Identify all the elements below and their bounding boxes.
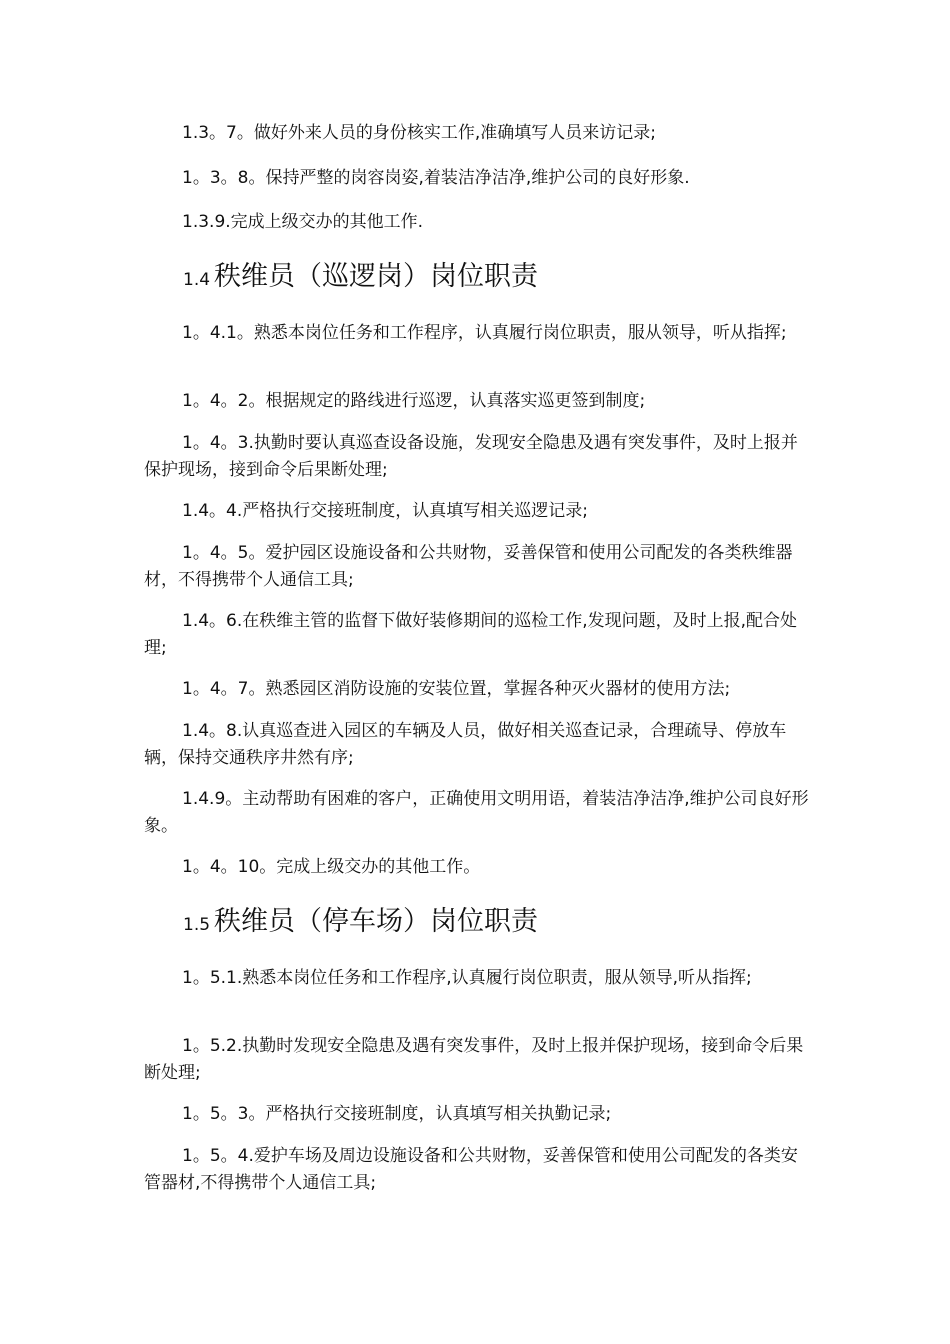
paragraph-1-4-7 xyxy=(144,676,812,703)
paragraph-1-4-4 xyxy=(144,498,812,525)
paragraph-1-5-3 xyxy=(144,1101,812,1128)
section-heading-1-5 xyxy=(183,904,538,943)
paragraph-text: 1.4。8.认真巡查进入园区的车辆及人员，做好相关巡查记录，合理疏导、停放车辆，保持交通秩序井然有序; xyxy=(144,721,787,768)
paragraph-text: 1.4。4.严格执行交接班制度，认真填写相关巡逻记录; xyxy=(182,501,588,521)
paragraph-text: 1.4.9。主动帮助有困难的客户，正确使用文明用语，着装洁净洁净,维护公司良好形象。 xyxy=(144,789,809,836)
paragraph-1-5-2 xyxy=(144,1033,812,1087)
paragraph-text: 1。4。2。根据规定的路线进行巡逻，认真落实巡更签到制度; xyxy=(182,391,646,411)
paragraph-1-5-1 xyxy=(144,965,812,992)
section-number: 1.5 xyxy=(183,915,211,935)
paragraph-text: 1。3。8。保持严整的岗容岗姿,着装洁净洁净,维护公司的良好形象. xyxy=(182,168,690,188)
paragraph-1-4-9 xyxy=(144,786,812,840)
paragraph-text: 1。4.1。熟悉本岗位任务和工作程序，认真履行岗位职责，服从领导，听从指挥; xyxy=(182,323,787,343)
paragraph-text: 1.4。6.在秩维主管的监督下做好装修期间的巡检工作,发现问题，及时上报,配合处理; xyxy=(144,611,798,658)
paragraph-1-3-8 xyxy=(144,165,812,192)
paragraph-text: 1。4。7。熟悉园区消防设施的安装位置，掌握各种灭火器材的使用方法; xyxy=(182,679,731,699)
paragraph-1-4-6 xyxy=(144,608,812,662)
paragraph-text: 1。5。4.爱护车场及周边设施设备和公共财物，妥善保管和使用公司配发的各类安管器材,不得携带个人通信工具; xyxy=(144,1146,798,1193)
paragraph-1-3-9 xyxy=(144,209,812,236)
paragraph-1-4-2 xyxy=(144,388,812,415)
paragraph-1-5-4 xyxy=(144,1143,812,1197)
paragraph-1-4-10 xyxy=(144,854,812,881)
paragraph-text: 1。4。10。完成上级交办的其他工作。 xyxy=(182,857,481,877)
paragraph-1-3-7 xyxy=(144,120,812,147)
paragraph-text: 1。4。5。爱护园区设施设备和公共财物，妥善保管和使用公司配发的各类秩维器材，不得携带个人通信工具; xyxy=(144,543,793,590)
paragraph-text: 1。4。3.执勤时要认真巡查设备设施，发现安全隐患及遇有突发事件，及时上报并保护现场，接到命令后果断处理; xyxy=(144,433,798,480)
paragraph-1-4-5 xyxy=(144,540,812,594)
paragraph-text: 1.3。7。做好外来人员的身份核实工作,准确填写人员来访记录; xyxy=(182,123,656,143)
paragraph-text: 1。5。3。严格执行交接班制度，认真填写相关执勤记录; xyxy=(182,1104,612,1124)
section-heading-1-4 xyxy=(183,259,538,298)
section-title: 秩维员（停车场）岗位职责 xyxy=(214,906,539,937)
section-title: 秩维员（巡逻岗）岗位职责 xyxy=(214,261,539,292)
paragraph-1-4-1 xyxy=(144,320,812,347)
paragraph-1-4-3 xyxy=(144,430,812,484)
paragraph-text: 1。5.1.熟悉本岗位任务和工作程序,认真履行岗位职责，服从领导,听从指挥; xyxy=(182,968,752,988)
section-number: 1.4 xyxy=(183,270,211,290)
paragraph-1-4-8 xyxy=(144,718,812,772)
paragraph-text: 1。5.2.执勤时发现安全隐患及遇有突发事件，及时上报并保护现场，接到命令后果断处理; xyxy=(144,1036,804,1083)
paragraph-text: 1.3.9.完成上级交办的其他工作. xyxy=(182,212,424,232)
